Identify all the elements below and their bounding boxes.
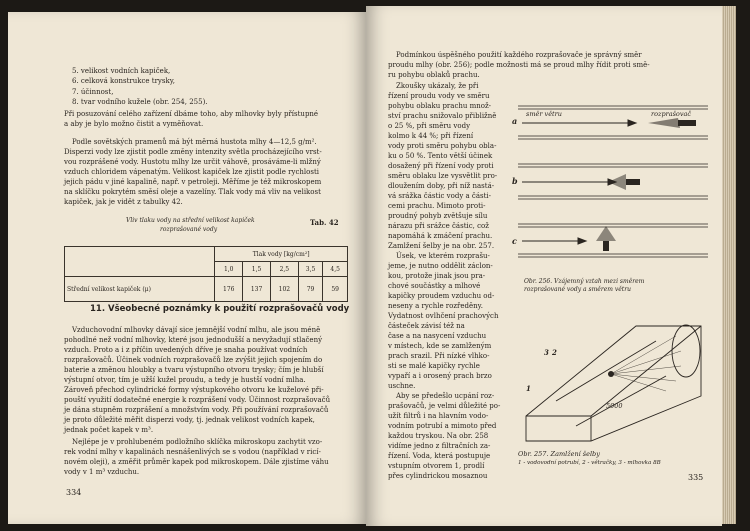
figure-number: 3: [544, 348, 549, 357]
paragraph-line: Podle sovětských pramenů má být měrná hustota mlhy 4—12,5 g/m².: [72, 138, 317, 146]
paragraph-line: pohodlné než vodní mlhovky, které jsou jednodušší a nevyžadují stlačený: [64, 336, 323, 344]
paragraph-line: kou, protože jinak jsou pra-: [388, 272, 486, 280]
figure-caption: rozprašované vody a směrem větru: [524, 286, 631, 293]
paragraph-line: cemi prachu. Mimoto proti-: [388, 202, 486, 210]
paragraph-line: vypaří a i orosený prach brzo: [388, 372, 492, 380]
paragraph-line: směru oblaku lze vysvětlit pro-: [388, 172, 498, 180]
table-cell: 176: [215, 277, 243, 302]
paragraph-line: pohybu oblaku prachu množ-: [388, 102, 492, 110]
paragraph-line: Nejlépe je v prohlubeném podložního sklíčka mikroskopu zachytit vzo-: [72, 438, 323, 446]
figure-letter: a: [512, 116, 518, 126]
right-page: [366, 6, 722, 526]
list-item: 7. účinnost,: [72, 88, 114, 96]
paragraph-line: Úsek, ve kterém rozprašu-: [396, 252, 490, 260]
table-title: rozprašované vody: [160, 226, 218, 233]
paragraph-line: Podmínkou úspěšného použití každého rozprašovače je správný směr: [396, 51, 642, 59]
paragraph-line: dosažený při řízení vody proti: [388, 162, 494, 170]
paragraph-line: Zkoušky ukázaly, že při: [396, 82, 479, 90]
paragraph-line: v místech, kde se zamlženým: [388, 342, 492, 350]
page-number: 334: [66, 488, 82, 497]
figure-number: 1: [526, 384, 531, 393]
paragraph-line: částeček závisí též na: [388, 322, 465, 330]
table-cell: 79: [298, 277, 323, 302]
figure-letter: b: [512, 176, 518, 186]
figure-caption: 1 - vodovodní potrubí, 2 - větračky, 3 - mlhovka 8B: [518, 460, 661, 466]
table-header-cell: 3,5: [298, 262, 323, 277]
figure-caption: Obr. 257. Zamlžení šelby: [518, 450, 600, 458]
paragraph-line: o 25 %, při směru vody: [388, 122, 471, 130]
paragraph-line: napomáhá k zmáčení prachu.: [388, 232, 493, 240]
paragraph-line: rozprašovačů. Účinek vodních rozprašovačů lze zvýšit jejich spojením do: [64, 356, 323, 364]
paragraph-line: ku o 50 %. Tento větší účinek: [388, 152, 493, 160]
figure-257: [516, 306, 716, 446]
left-page: [8, 12, 366, 524]
list-item: 8. tvar vodního kužele (obr. 254, 255).: [72, 98, 208, 106]
paragraph-line: vidíme jedno z filtračních za-: [388, 442, 491, 450]
paragraph-line: je dána stupněm rozprášení a množstvím vody. Při používání rozprašovačů: [64, 406, 329, 414]
paragraph-line: prašovačů, je velmi důležité po-: [388, 402, 501, 410]
paragraph-line: kapiček, jak je vidět z tabulky 42.: [64, 198, 183, 206]
figure-dimension: 5000: [606, 402, 623, 410]
paragraph-line: ství prachu snižovalo přibližně: [388, 112, 497, 120]
paragraph-line: sti se malé kapičky rychle: [388, 362, 480, 370]
paragraph-line: vody v 1 m³ vzduchu.: [64, 468, 140, 476]
page-edges: [722, 6, 736, 524]
paragraph-line: jednak počet kapek v m³.: [64, 426, 154, 434]
figure-256: [508, 98, 713, 278]
paragraph-line: novém oleji), a změřit průměr kapek pod mikroskopem. Dále zjistíme váhu: [64, 458, 329, 466]
paragraph-line: a aby je bylo možno čistit a vyměňovat.: [64, 120, 204, 128]
paragraph-line: dloužením doby, při níž nastá-: [388, 182, 495, 190]
figure-label: směr větru: [526, 110, 562, 118]
table-label: Tab. 42: [310, 218, 339, 227]
table-header-cell: 1,0: [215, 262, 243, 277]
paragraph-line: vstupním otvorem 1, prodlí: [388, 462, 485, 470]
figure-label: rozprašovač: [651, 110, 692, 118]
paragraph-line: přes cylindrickou mosaznou: [388, 472, 488, 480]
table-row: [65, 277, 348, 302]
paragraph-line: užít filtrů i na hlavním vodo-: [388, 412, 489, 420]
table-header-cell: 1,5: [243, 262, 271, 277]
paragraph-line: prach srazil. Při nízké vlhko-: [388, 352, 490, 360]
paragraph-line: vodním potrubí a mimoto před: [388, 422, 497, 430]
paragraph-line: vzduch chloridem vápenatým. Velikost kapiček lze zjistit podle rychlosti: [64, 168, 319, 176]
paragraph-line: proudu mlhy (obr. 256); podle možnosti má se proud mlhy řídit proti smě-: [388, 61, 650, 69]
paragraph-line: kapičky proudem vzduchu od-: [388, 292, 495, 300]
table-row-label: Střední velikost kapiček (μ): [65, 277, 215, 302]
paragraph-line: Zamlžení šelby je na obr. 257.: [388, 242, 495, 250]
page-number: 335: [688, 473, 704, 482]
paragraph-line: je proto důležité měřit disperzi vody, tj. jednak velikost vodních kapek,: [64, 416, 315, 424]
figure-letter: c: [512, 236, 517, 246]
list-item: 6. celková konstrukce trysky,: [72, 77, 175, 85]
paragraph-line: proudný pohyb zvětšuje sílu: [388, 212, 488, 220]
table-cell: 102: [270, 277, 298, 302]
paragraph-line: na sklíčku pokrytém směsí oleje a vazelíny. Tlak vody má vliv na velikost: [64, 188, 321, 196]
table-cell: 137: [243, 277, 271, 302]
paragraph-line: řízení proudu vody ve směru: [388, 92, 490, 100]
paragraph-line: Disperzi vody lze zjistit podle změny intenzity světla procházejícího vrst-: [64, 148, 322, 156]
paragraph-line: každou tryskou. Na obr. 258: [388, 432, 489, 440]
list-item: 5. velikost vodních kapiček,: [72, 67, 171, 75]
paragraph-line: chové součástky a mlhové: [388, 282, 481, 290]
paragraph-line: vou rozprášené vody. Hustotu mlhy lze určit váhově, prosáváme-li mlžný: [64, 158, 321, 166]
paragraph-line: vzduch. Proto a i z příčin uvedených dříve je snaha používat vodních: [64, 346, 308, 354]
paragraph-line: Zároveň přechod cylindrické formy výstupkového otvoru ke kuželové při-: [64, 386, 324, 394]
paragraph-line: neseny a rychle rozředěny.: [388, 302, 483, 310]
paragraph-line: čase a na nasycení vzduchu: [388, 332, 487, 340]
data-table: [64, 246, 348, 302]
paragraph-line: Vzduchovodní mlhovky dávají sice jemnější vodní mlhu, ale jsou méně: [72, 326, 321, 334]
figure-caption: Obr. 256. Vzájemný vztah mezi směrem: [524, 278, 645, 285]
paragraph-line: ru pohybu oblaků prachu.: [388, 71, 480, 79]
section-title: 11. Všeobecné poznámky k použití rozprašovačů vody: [90, 304, 350, 314]
paragraph-line: nárazu při srážce částic, což: [388, 222, 489, 230]
paragraph-line: řízení. Voda, která postupuje: [388, 452, 491, 460]
paragraph-line: uschne.: [388, 382, 416, 390]
table-header: Tlak vody [kg/cm²]: [215, 247, 348, 262]
figure-number: 2: [552, 348, 557, 357]
table-cell: 59: [323, 277, 348, 302]
paragraph-line: rek vodní mlhy v kapalinách nesnášenlivých se s vodou (například v ricí-: [64, 448, 321, 456]
paragraph-line: Vydatnost ovlhčení prachových: [388, 312, 499, 320]
paragraph-line: jejich pádu v jiné kapalině, např. v petroleji. Měříme je též mikroskopem: [64, 178, 322, 186]
paragraph-line: baterie a změnou hloubky a tvaru výstupního otvoru trysky; čím je hlubší: [64, 366, 324, 374]
paragraph-line: Aby se předešlo ucpání roz-: [396, 392, 495, 400]
table-header-cell: 4,5: [323, 262, 348, 277]
paragraph-line: výstupní otvor, tím je užší kužel proudu, a tedy je hustší vodní mlha.: [64, 376, 306, 384]
paragraph-line: kolmo k 44 %; při řízení: [388, 132, 474, 140]
table-header-cell: 2,5: [270, 262, 298, 277]
paragraph-line: pouští využití dodatečné energie k rozprášení vody. Účinnost rozprašovačů: [64, 396, 331, 404]
paragraph-line: vá srážka částic vody a části-: [388, 192, 492, 200]
paragraph-line: Při posuzování celého zařízení dbáme toho, aby mlhovky byly přístupné: [64, 110, 319, 118]
table-title: Vliv tlaku vody na střední velikost kapiček: [126, 217, 255, 224]
paragraph-line: jeme, je nutno oddělit záclon-: [388, 262, 493, 270]
paragraph-line: vody proti směru pohybu obla-: [388, 142, 497, 150]
